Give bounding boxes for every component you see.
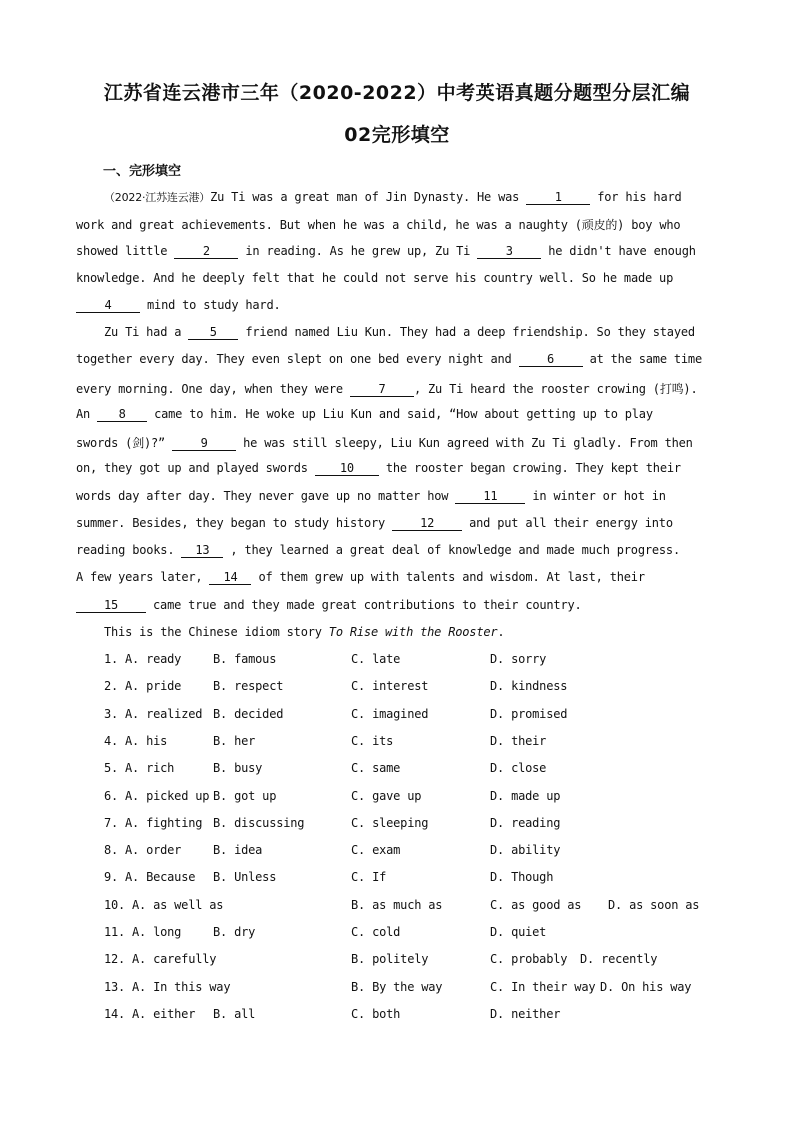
- passage-text: knowledge. And he deeply felt that he could not serve his country well. So he made up: [76, 271, 674, 285]
- passage-line: [76, 244, 726, 259]
- question-number: 4.: [104, 734, 119, 748]
- option-a[interactable]: A. In this way: [132, 980, 231, 994]
- answer-blank[interactable]: 8: [97, 408, 147, 422]
- passage-line: [76, 489, 726, 504]
- answer-blank[interactable]: 7: [350, 383, 414, 397]
- option-c[interactable]: C. as good as: [490, 898, 582, 912]
- passage-text: in winter or hot in: [525, 489, 666, 503]
- option-c[interactable]: C. probably: [490, 952, 568, 966]
- option-a[interactable]: A. order: [125, 843, 182, 857]
- passage-text: in reading. As he grew up, Zu Ti: [238, 244, 478, 258]
- passage-line: [76, 216, 726, 233]
- passage-line: [104, 325, 726, 340]
- option-d[interactable]: D. their: [490, 734, 547, 748]
- passage-text: of them grew up with talents and wisdom. At last, their: [251, 570, 645, 584]
- document-title: 江苏省连云港市三年（2020-2022）中考英语真题分题型分层汇编: [103, 82, 691, 104]
- passage-text: A few years later,: [76, 570, 210, 584]
- option-b[interactable]: B. famous: [213, 652, 277, 666]
- question-number: 2.: [104, 679, 119, 693]
- option-d[interactable]: D. promised: [490, 707, 568, 721]
- option-b[interactable]: B. got up: [213, 789, 277, 803]
- passage-text: An: [76, 407, 98, 421]
- option-d[interactable]: D. recently: [580, 952, 658, 966]
- question-number: 8.: [104, 843, 119, 857]
- source-label: （2022·江苏连云港）: [104, 191, 211, 204]
- question-number: 13.: [104, 980, 126, 994]
- passage-line: [76, 543, 726, 558]
- option-c[interactable]: C. exam: [351, 843, 401, 857]
- option-a[interactable]: A. as well as: [132, 898, 224, 912]
- option-d[interactable]: D. kindness: [490, 679, 568, 693]
- option-b[interactable]: B. politely: [351, 952, 429, 966]
- passage-line: [76, 352, 726, 367]
- option-d[interactable]: D. reading: [490, 816, 561, 830]
- passage-text: the rooster began crowing. They kept their: [378, 461, 681, 475]
- passage-text: mind to study hard.: [140, 298, 281, 312]
- question-number: 3.: [104, 707, 119, 721]
- answer-blank[interactable]: 4: [76, 299, 140, 313]
- option-a[interactable]: A. realized: [125, 707, 203, 721]
- passage-line: [76, 271, 726, 285]
- passage-text: reading books.: [76, 543, 182, 557]
- option-c[interactable]: C. In their way: [490, 980, 596, 994]
- option-b[interactable]: B. dry: [213, 925, 256, 939]
- option-c[interactable]: C. If: [351, 870, 387, 884]
- option-a[interactable]: A. his: [125, 734, 168, 748]
- answer-blank[interactable]: 5: [188, 326, 238, 340]
- answer-blank[interactable]: 14: [209, 571, 251, 585]
- passage-text: for his hard: [590, 190, 682, 204]
- passage-line: [76, 298, 726, 313]
- closing-sentence: This is the Chinese idiom story To Rise with the Rooster.: [104, 625, 505, 639]
- option-a[interactable]: A. fighting: [125, 816, 203, 830]
- option-b[interactable]: B. as much as: [351, 898, 443, 912]
- answer-blank[interactable]: 1: [526, 191, 590, 205]
- passage-text: Zu Ti had a: [104, 325, 189, 339]
- question-number: 1.: [104, 652, 119, 666]
- option-b[interactable]: B. discussing: [213, 816, 305, 830]
- passage-text: he was still sleepy, Liu Kun agreed with Zu Ti gladly. From then: [236, 436, 693, 450]
- option-c[interactable]: C. same: [351, 761, 401, 775]
- option-d[interactable]: D. On his way: [600, 980, 692, 994]
- option-a[interactable]: A. Because: [125, 870, 196, 884]
- option-c[interactable]: C. cold: [351, 925, 401, 939]
- option-b[interactable]: B. respect: [213, 679, 284, 693]
- option-a[interactable]: A. rich: [125, 761, 175, 775]
- answer-blank[interactable]: 10: [315, 462, 379, 476]
- answer-blank[interactable]: 9: [172, 437, 236, 451]
- passage-text: came to him. He woke up Liu Kun and said, “How about getting up to play: [147, 407, 653, 421]
- answer-blank[interactable]: 6: [519, 353, 583, 367]
- passage-text: , they learned a great deal of knowledge and made much progress.: [223, 543, 680, 557]
- passage-text: he didn't have enough: [541, 244, 696, 258]
- passage-line: [76, 570, 726, 585]
- option-a[interactable]: A. ready: [125, 652, 182, 666]
- section-heading: 一、完形填空: [103, 164, 182, 179]
- option-c[interactable]: C. sleeping: [351, 816, 429, 830]
- passage-text: work and great achievements. But when he was a child, he was a naughty (顽皮的) boy who: [76, 218, 681, 232]
- answer-blank[interactable]: 11: [455, 490, 525, 504]
- option-b[interactable]: B. Unless: [213, 870, 277, 884]
- passage-text: together every day. They even slept on one bed every night and: [76, 352, 519, 366]
- option-a[interactable]: A. long: [132, 925, 182, 939]
- passage-line: [76, 598, 726, 613]
- option-c[interactable]: C. late: [351, 652, 401, 666]
- option-d[interactable]: D. close: [490, 761, 547, 775]
- passage-text: every morning. One day, when they were: [76, 382, 350, 396]
- option-b[interactable]: B. busy: [213, 761, 263, 775]
- option-b[interactable]: B. her: [213, 734, 256, 748]
- passage-text: came true and they made great contributions to their country.: [146, 598, 582, 612]
- passage-text: Zu Ti was a great man of Jin Dynasty. He was: [210, 190, 527, 204]
- option-d[interactable]: D. as soon as: [608, 898, 700, 912]
- passage-text: showed little: [76, 244, 175, 258]
- passage-line: [76, 461, 726, 476]
- option-b[interactable]: B. idea: [213, 843, 263, 857]
- option-a[interactable]: A. pride: [125, 679, 182, 693]
- passage-text: swords (剑)?”: [76, 436, 173, 450]
- question-number: 10.: [104, 898, 126, 912]
- option-b[interactable]: B. all: [213, 1007, 256, 1021]
- option-d[interactable]: D. sorry: [490, 652, 547, 666]
- question-number: 5.: [104, 761, 119, 775]
- passage-text: at the same time: [582, 352, 702, 366]
- passage-text: friend named Liu Kun. They had a deep friendship. So they stayed: [238, 325, 695, 339]
- passage-line: [104, 189, 726, 205]
- passage-text: on, they got up and played swords: [76, 461, 315, 475]
- question-number: 11.: [104, 925, 126, 939]
- answer-blank[interactable]: 12: [392, 517, 462, 531]
- option-a[interactable]: A. picked up: [125, 789, 210, 803]
- question-number: 7.: [104, 816, 119, 830]
- option-b[interactable]: B. decided: [213, 707, 284, 721]
- option-d[interactable]: D. made up: [490, 789, 561, 803]
- option-d[interactable]: D. Though: [490, 870, 554, 884]
- passage-line: [76, 516, 726, 531]
- passage-line: [76, 434, 726, 451]
- passage-line: [76, 380, 726, 397]
- passage-line: [76, 407, 726, 422]
- option-c[interactable]: C. imagined: [351, 707, 429, 721]
- answer-blank[interactable]: 13: [181, 544, 223, 558]
- passage-text: summer. Besides, they began to study history: [76, 516, 393, 530]
- option-d[interactable]: D. quiet: [490, 925, 547, 939]
- option-a[interactable]: A. either: [132, 1007, 196, 1021]
- option-c[interactable]: C. both: [351, 1007, 401, 1021]
- answer-blank[interactable]: 15: [76, 599, 146, 613]
- question-number: 12.: [104, 952, 126, 966]
- option-a[interactable]: A. carefully: [132, 952, 217, 966]
- option-d[interactable]: D. neither: [490, 1007, 561, 1021]
- option-c[interactable]: C. interest: [351, 679, 429, 693]
- idiom-title: To Rise with the Rooster: [328, 625, 498, 639]
- option-c[interactable]: C. its: [351, 734, 394, 748]
- option-c[interactable]: C. gave up: [351, 789, 422, 803]
- question-number: 6.: [104, 789, 119, 803]
- question-number: 14.: [104, 1007, 126, 1021]
- passage-text: and put all their energy into: [462, 516, 673, 530]
- question-number: 9.: [104, 870, 119, 884]
- option-b[interactable]: B. By the way: [351, 980, 443, 994]
- answer-blank[interactable]: 2: [174, 245, 238, 259]
- passage-text: , Zu Ti heard the rooster crowing (打鸣).: [413, 382, 698, 396]
- option-d[interactable]: D. ability: [490, 843, 561, 857]
- document-subtitle: 02完形填空: [344, 124, 450, 146]
- passage-text: words day after day. They never gave up no matter how: [76, 489, 456, 503]
- answer-blank[interactable]: 3: [477, 245, 541, 259]
